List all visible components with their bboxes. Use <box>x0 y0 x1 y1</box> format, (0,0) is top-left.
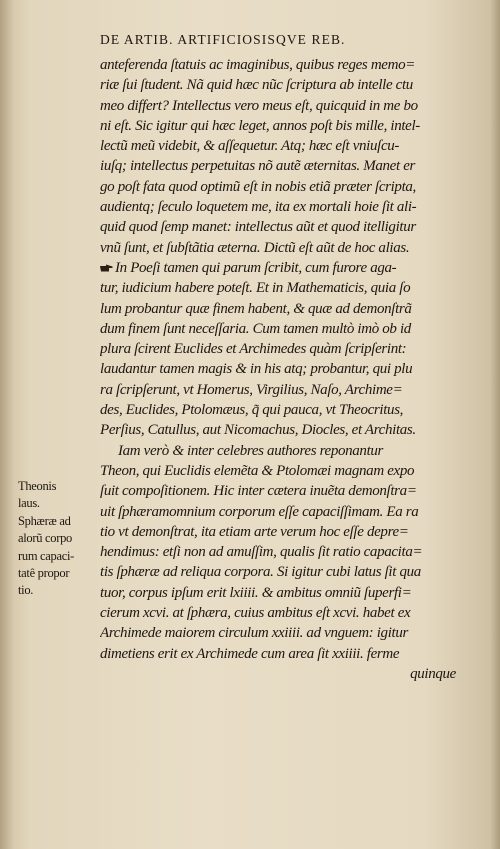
text-line: riæ ſui ſtudent. Nã quid hæc nũc ſcriptura ab intelle ctu <box>100 77 413 94</box>
text-line: Perſius, Catullus, aut Nicomachus, Diocles, et Architas. <box>100 422 416 439</box>
text-line: Archimede maiorem circulum xxiiii. ad vnguem: igitur <box>100 625 408 642</box>
text-line: laudantur tamen magis & in his atq; probantur, qui plu <box>100 361 413 378</box>
margin-note-line: rum capaci- <box>18 548 75 563</box>
text-line: quinque <box>410 665 456 682</box>
margin-note-line: laus. <box>18 496 40 511</box>
text-line <box>100 258 456 278</box>
text-line: iuſq; intellectus perpetuitas nõ autẽ æternitas. Manet er <box>100 158 416 175</box>
text-line: go poſt fata quod optimũ eſt in nobis etiã præter ſcripta, <box>100 178 416 195</box>
text-line: ni eſt. Sic igitur qui hæc leget, annos poſt bis mille, intel- <box>100 117 420 134</box>
text-line: des, Euclides, Ptolomæus, q̃ qui pauca, vt Theocritus, <box>100 402 404 419</box>
text-line: ra ſcripſerunt, vt Homerus, Virgilius, Naſo, Archime= <box>100 381 403 398</box>
gutter-shadow <box>0 0 14 849</box>
main-text <box>100 55 456 684</box>
text-line: uit ſphæramomnium corporum eſſe capaciſſimam. Ea ra <box>100 503 419 520</box>
text-line: hendimus: etſi non ad amuſſim, qualis ſit ratio capacita= <box>100 544 423 561</box>
margin-note-line: tatê propor <box>18 565 70 580</box>
text-line: plura ſcirent Euclides et Archimedes quàm ſcripſerint: <box>100 341 407 358</box>
text-line: audientq; ſeculo loquetem me, ita ex mortali hoie ſit ali- <box>100 199 417 216</box>
margin-note-line: alorũ corpo <box>18 531 72 546</box>
text-line: anteferenda ſtatuis ac imaginibus, quibus reges memo= <box>100 57 416 73</box>
text-line: Iam verò & inter celebres authores reponantur <box>118 442 384 459</box>
text-line: ſuit compoſitionem. Hic inter cætera inuẽta demonſtra= <box>100 483 417 500</box>
margin-note-line: tio. <box>18 583 34 598</box>
margin-note <box>18 478 98 600</box>
text-line: quid quod ſemp manet: intellectus aũt et quod itelligitur <box>100 219 416 236</box>
text-line: tur, iudicium habere poteſt. Et in Mathematicis, quia ſo <box>100 280 411 297</box>
text-line: tis ſphæræ ad reliqua corpora. Si igitur cubi latus ſit qua <box>100 564 421 581</box>
pointing-hand-icon <box>100 259 113 269</box>
text-line: vnũ ſunt, et ſubſtãtia æterna. Dictũ eſt aũt de hoc alias. <box>100 239 410 256</box>
text-line: lectũ meũ videbit, & aſſequetur. Atq; hæc eſt vniuſcu- <box>100 138 400 155</box>
margin-note-line: Theonis <box>18 479 57 493</box>
text-line: Theon, qui Euclidis elemẽta & Ptolomæi magnam expo <box>100 462 415 479</box>
text-line: lum probantur quæ finem habent, & quæ ad demonſtrã <box>100 300 412 317</box>
text-line: tio vt demonſtrat, ita etiam arte verum hoc eſſe depre= <box>100 523 409 540</box>
text-line: meo differt? Intellectus vero meus eſt, quicquid in me bo <box>100 97 418 114</box>
text-line-content: In Poeſi tamen qui parum ſcribit, cum furore aga- <box>115 259 397 276</box>
text-line: dimetiens erit ex Archimede cum area ſit xxiiii. ferme <box>100 645 400 662</box>
running-head: DE ARTIB. ARTIFICIOSISQVE REB. <box>100 32 346 47</box>
text-line: cierum xcvi. at ſphæra, cuius ambitus eſt xcvi. habet ex <box>100 605 411 622</box>
text-line: tuor, corpus ipſum erit lxiiii. & ambitus omniũ ſuperfi= <box>100 584 412 601</box>
text-line: dum finem ſunt neceſſaria. Cum tamen multò imò ob id <box>100 320 411 337</box>
page-edge-shadow <box>490 0 500 849</box>
margin-note-line: Sphæræ ad <box>18 513 71 528</box>
